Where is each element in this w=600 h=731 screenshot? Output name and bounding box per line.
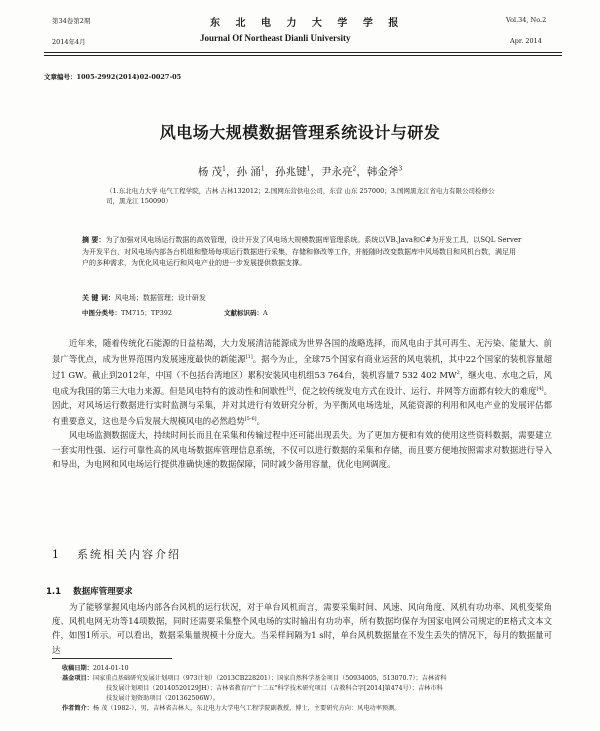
section-1-1-paragraph: 为了能够掌握风电场内部各台风机的运行状况，对于单台风机而言，需要采集时间、风速、风向角度、风机有功功率、风机变桨角度、风机电网无功等14项数据，同时还需要采集整个风电场的实时输出有功功率，所有数据均保存为国家电网公司规定的E格式文本文件，如图1所示。可以看出，数据采集量规模十分庞大。当采样间隔为1 s时，单台风机数据量在不发生丢失的情况下，每月的数据量可达 [52,602,552,655]
keywords-label: 关 键 词： [82,293,115,302]
received-date: 收稿日期：2014-01-10 [62,665,129,672]
date-en: Apr. 2014 [510,37,542,45]
fund-line-2: 技发展计划项目（20140520129JH）；吉林省教育厅"十二五"科学技术研究项目（吉教科合字[2014]第474号）；吉林市科 [106,685,443,692]
author-bio: 作者简介：杨 茂（1982-），男，吉林省吉林人，东北电力大学电气工程学院副教授，博士，主要研究方向：风电功率预测。 [62,705,401,712]
date-cn: 2014年4月 [52,38,86,46]
keywords-text: 风电场；数据管理；设计研发 [114,294,206,302]
section-1-heading: 1 系统相关内容介绍 [52,548,181,561]
affiliation: （1.东北电力大学 电气工程学院，吉林 吉林132012；2.国网东营供电公司，东营 山东 257000；3.国网黑龙江省电力有限公司检修公司，黑龙江 150090） [106,187,495,205]
intro-paragraph-1: 近年来，随着传统化石能源的日益枯竭，大力发展清洁能源成为世界各国的战略选择，而风电由于其可再生、无污染、能量大、前景广等优点，成为世界范围内发展速度最快的新能源[1]。据今为止，全球75个国家有商业运营的风电装机，其中22个国家的装机容量超过1 GW。截止到2012年，中国（不包括台湾地区）累积安装风电机组53 764台，装机容量7 532 402 $MW^2$，继火电、水电之后，风电成为我国的第三大电力来源。但是风电特有的波动性和间歇性[3]，促之较传统发电方式在设计、运行、并网等方面都有较大的难度[4]。因此，对风场运行数据进行实时监测与采集，并对其进行有效研究分析，为平衡风电场选址，风能资源的利用和风电产业的发展评估都有重要意义，这也是今后发展大规模风电的必然趋势[5-6]。 [52,338,553,427]
author-4: 尹永亮 [321,166,353,178]
author-1: 杨 茂 [197,166,223,178]
author-list: 杨 茂$^1$，孙 涌$^1$，孙兆键$^1$，尹永亮$^2$，韩金斧$^3$ [197,165,403,178]
section-1-1-heading: 1.1 数据库管理要求 [46,587,133,597]
paper-title: 风电场大规模数据管理系统设计与研发 [159,123,441,142]
journal-name-cn: 东 北 电 力 大 学 学 报 [210,18,405,29]
volume-issue-cn: 第34卷第2期 [52,17,91,25]
journal-name-en: Journal Of Northeast Dianli University [200,33,351,43]
section-1-1-body [52,600,552,657]
header-rule-top [44,52,562,53]
footnotes [62,664,552,714]
abstract-text: 为了加强对风电场运行数据的高效管理，设计开发了风电场大规模数据库管理系统。系统以VB.Java和C#为开发工具，以SQL Server为开发平台，对风电场内部各台机组和整场每项运行数据进行采集，存储和修改等工作，并能随时改变数据库中风场数目和风机台数，满足用户的多种需求，为优化风电运行和风电产业的进一步发展提供数据支撑。 [82,236,522,267]
intro-body [52,336,552,471]
footnote-rule [52,658,172,659]
fund-line-1: 基金项目：国家重点基础研究发展计划项目（973计划）（2013CB228201）；国家自然科学基金项目（50934005，513070.7）；吉林省科 [62,675,447,682]
keywords [82,292,522,305]
intro-paragraph-2: 风电场监测数据庞大，持续时间长而且在采集和传输过程中还可能出现丢失。为了更加方便和有效的使用这些资料数据，需要建立一套实用性强、运行可靠性高的风电场数据库管理信息系统，不仅可以进行数据的采集和存储，而且要方便地按照需求对数据进行导入和导出，为电网和风电场运行提供准确快速的数据保障，同时减少备用容量，优化电网调度。 [52,430,552,469]
author-3: 孙兆键 [275,166,307,178]
classification-code: 中图分类号：TM715；TP392 [82,309,173,317]
volume-issue-en: Vol.34, No.2 [506,16,547,24]
article-number: 文章编号：1005-2992(2014)02-0027-05 [44,73,182,81]
abstract-label: 摘 要： [82,235,106,244]
abstract [82,234,522,270]
header-rule-bottom [44,55,562,56]
document-code: 文献标识码：A [224,309,268,317]
author-5: 韩金斧 [366,166,399,178]
fund-line-3: 技发展计划资助项目（201362506W）。 [106,695,219,702]
author-2: 孙 涌 [236,166,261,178]
